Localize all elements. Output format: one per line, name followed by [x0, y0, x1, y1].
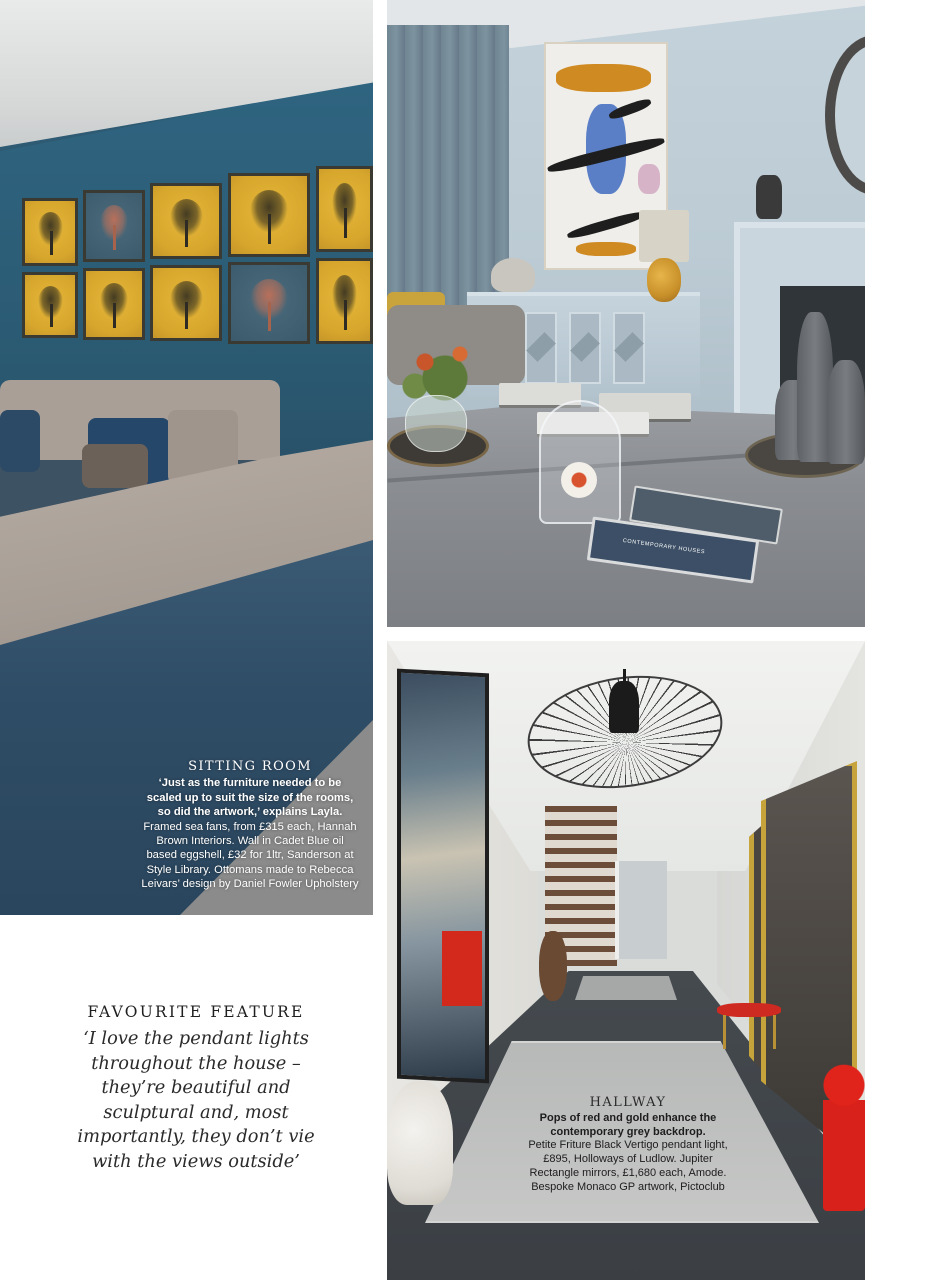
sitting-room-photo — [0, 0, 373, 915]
decorative-bowl — [491, 258, 535, 292]
wooden-sculpture — [539, 931, 567, 1001]
caption-lead: Pops of red and gold enhance the contemporary grey backdrop. — [539, 1111, 717, 1138]
white-urn — [387, 1081, 453, 1205]
sea-fan-frame — [22, 272, 78, 338]
feature-heading: FAVOURITE FEATURE — [87, 1003, 305, 1021]
artwork-red-accent — [442, 931, 482, 1006]
sea-fan-frame — [228, 262, 310, 344]
caption-lead: ‘Just as the furniture needed to be scaled up to suit the size of the rooms, so did the artwork,’ explains Layla. — [146, 777, 354, 819]
feature-quote: ‘I love the pendant lights throughout the house – they’re beautiful and sculptural and, most importantly, they don’t vie with the views outside’ — [77, 1028, 315, 1172]
caption-body: Framed sea fans, from £315 each, Hannah Brown Interiors. Wall in Cadet Blue oil based eggshell, £32 for 1ltr, Sanderson at Style Library. Ottomans made to Rebecca Leivars’ design by Daniel Fowler Upholstery — [141, 820, 359, 891]
sea-fan-frame — [316, 166, 373, 252]
back-door — [615, 861, 667, 959]
stool-leg — [723, 1015, 726, 1049]
vase — [827, 360, 865, 464]
red-figure-sculpture — [823, 1063, 865, 1211]
stool-leg — [773, 1015, 776, 1049]
cushion — [82, 444, 148, 488]
book-cover-title: CONTEMPORARY HOUSES — [622, 537, 706, 556]
sea-fan-frame — [83, 190, 145, 262]
cloche-ornament — [561, 462, 597, 498]
cushion — [0, 410, 40, 472]
hallway-caption — [522, 1096, 734, 1195]
far-rug — [575, 976, 677, 1000]
hallway-photo — [387, 641, 865, 1280]
lamp-shade — [639, 210, 689, 262]
favourite-feature — [60, 1003, 332, 1175]
caption-body: Petite Friture Black Vertigo pendant light, £895, Holloways of Ludlow. Jupiter Rectangle mirrors, £1,680 each, Amode. Bespoke Monaco GP artwork, Pictoclub — [528, 1139, 728, 1193]
glass-vase — [405, 395, 467, 452]
caption-title: HALLWAY — [589, 1095, 667, 1110]
jug — [756, 175, 782, 219]
caption-title: SITTING ROOM — [188, 759, 312, 774]
sea-fan-frame — [150, 265, 222, 341]
sea-fan-frame — [22, 198, 78, 266]
sea-fan-frame — [316, 258, 373, 344]
red-stool — [717, 1003, 781, 1017]
sea-fan-frame — [228, 173, 310, 257]
monaco-gp-artwork — [397, 669, 489, 1084]
sea-fan-frame — [83, 268, 145, 340]
living-room-photo — [387, 0, 865, 627]
lamp-base — [647, 258, 681, 302]
sitting-room-caption — [140, 760, 360, 892]
sea-fan-frame — [150, 183, 222, 259]
pendant-hub — [609, 681, 639, 733]
